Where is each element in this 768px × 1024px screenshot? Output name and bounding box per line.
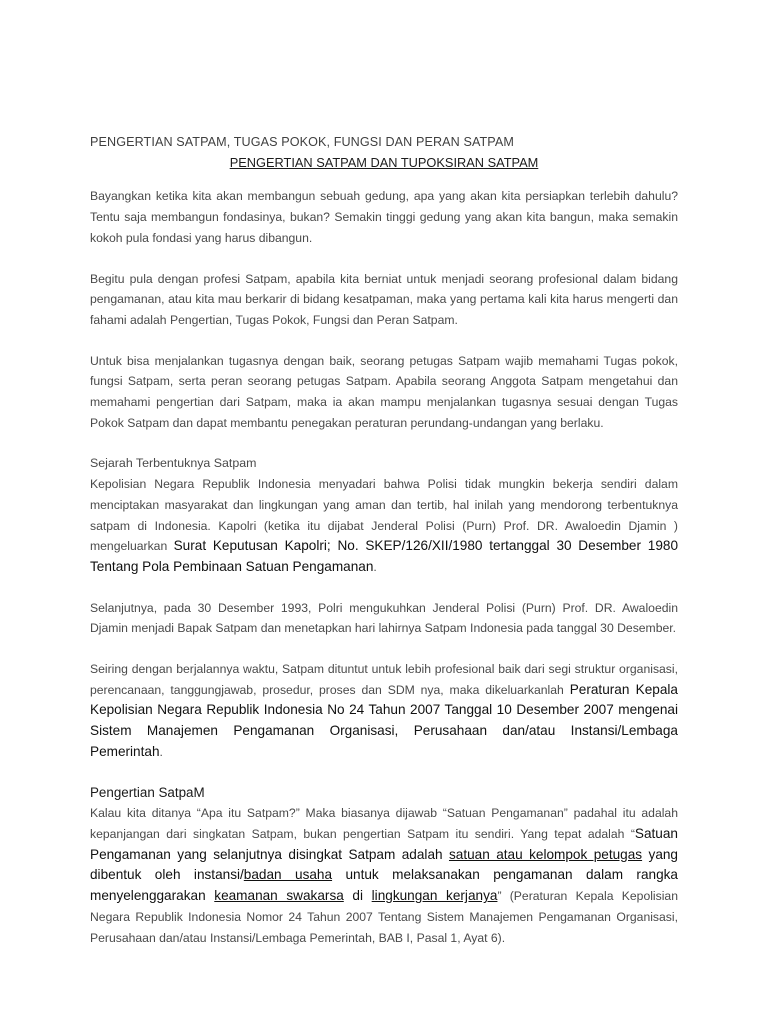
document-title: PENGERTIAN SATPAM, TUGAS POKOK, FUNGSI DAN PERAN SATPAM — [90, 135, 514, 149]
definition-part-4: di — [343, 888, 372, 904]
peraturan-text: Seiring dengan berjalannya waktu, Satpam dituntut untuk lebih profesional baik dari segi struktur organisasi, perencanaan, tanggungjawab, prosedur, proses dan SDM nya, maka dikeluarkanlah — [90, 662, 678, 697]
link-lingkungan-kerjanya[interactable]: lingkungan kerjanya — [371, 888, 498, 904]
link-satuan-kelompok-petugas[interactable]: satuan atau kelompok petugas — [448, 846, 643, 862]
definition-part-2: yang dibentuk oleh instansi/ — [90, 846, 678, 883]
pengertian-intro: Kalau kita ditanya “Apa itu Satpam?” Maka biasanya dijawab “Satuan Pengamanan” padahal itu adalah kepanjangan dari singkatan Satpam, bukan pengertian Satpam itu sendiri. Yang tepat adalah “ — [90, 806, 678, 841]
paragraph-profesi: Begitu pula dengan profesi Satpam, apabila kita berniat untuk menjadi seorang profesional dalam bidang pengamanan, atau kita mau berkarir di bidang kesatpaman, maka yang pertama kali kita harus mengerti dan fahami adalah Pengertian, Tugas Pokok, Fungsi dan Peran Satpam. — [90, 271, 678, 327]
peraturan-end: . — [159, 744, 163, 759]
link-keamanan-swakarsa[interactable]: keamanan swakarsa — [214, 888, 344, 904]
paragraph-peraturan — [90, 659, 678, 763]
heading-sejarah: Sejarah Terbentuknya Satpam — [90, 456, 257, 471]
sejarah-end: . — [373, 559, 377, 574]
paragraph-sejarah — [90, 474, 678, 578]
paragraph-pengertian — [90, 803, 678, 948]
document-subtitle: PENGERTIAN SATPAM DAN TUPOKSIRAN SATPAM — [229, 154, 539, 170]
paragraph-bapak-satpam: Selanjutnya, pada 30 Desember 1993, Polri mengukuhkan Jenderal Polisi (Purn) Prof. DR. Awaloedin Djamin menjadi Bapak Satpam dan menetapkan hari lahirnya Satpam Indonesia pada tanggal 30 Desember. — [90, 600, 678, 636]
peraturan-reference: Peraturan Kepala Kepolisian Negara Republik Indonesia No 24 Tahun 2007 Tanggal 10 Desember 2007 mengenai Sistem Manajemen Pengamanan Organisasi, Perusahaan dan/atau Instansi/Lembaga Pemerintah — [90, 681, 678, 759]
sejarah-skep-reference: Surat Keputusan Kapolri; No. SKEP/126/XII/1980 tertanggal 30 Desember 1980 Tentang Pola Pembinaan Satuan Pengamanan — [90, 538, 679, 574]
document-page — [90, 132, 678, 948]
pengertian-closing: ” (Peraturan Kepala Kepolisian Negara Republik Indonesia Nomor 24 Tahun 2007 Tentang Sistem Manajemen Pengamanan Organisasi, Perusahaan dan/atau Instansi/Lembaga Pemerintah, BAB I, Pasal 1, Ayat 6). — [90, 889, 678, 945]
paragraph-intro: Bayangkan ketika kita akan membangun sebuah gedung, apa yang akan kita persiapkan terlebih dahulu? Tentu saja membangun fondasinya, bukan? Semakin tinggi gedung yang akan kita bangun, maka semakin kokoh pula fondasi yang harus dibangun. — [90, 189, 678, 245]
heading-pengertian: Pengertian SatpaM — [90, 784, 205, 800]
link-badan-usaha[interactable]: badan usaha — [243, 867, 333, 883]
paragraph-tugas: Untuk bisa menjalankan tugasnya dengan baik, seorang petugas Satpam wajib memahami Tugas pokok, fungsi Satpam, serta peran seorang petugas Satpam. Apabila seorang Anggota Satpam mengetahui dan memahami pengertian dari Satpam, maka ia akan mampu menjalankan tugasnya sesuai dengan Tugas Pokok Satpam dan dapat membantu penegakan peraturan perundang-undangan yang berlaku. — [90, 353, 678, 430]
sejarah-text: Kepolisian Negara Republik Indonesia menyadari bahwa Polisi tidak mungkin bekerja sendiri dalam menciptakan masyarakat dan lingkungan yang aman dan tertib, hal inilah yang mendorong terbentuknya satpam di Indonesia. Kapolri (ketika itu dijabat Jenderal Polisi (Purn) Prof. DR. Awaloedin Djamin ) mengeluarkan — [90, 477, 678, 554]
definition-part-1: Satuan Pengamanan yang selanjutnya disingkat Satpam adalah — [90, 825, 678, 862]
definition-part-3: untuk melaksanakan pengamanan dalam rangka menyelenggarakan — [90, 867, 678, 904]
